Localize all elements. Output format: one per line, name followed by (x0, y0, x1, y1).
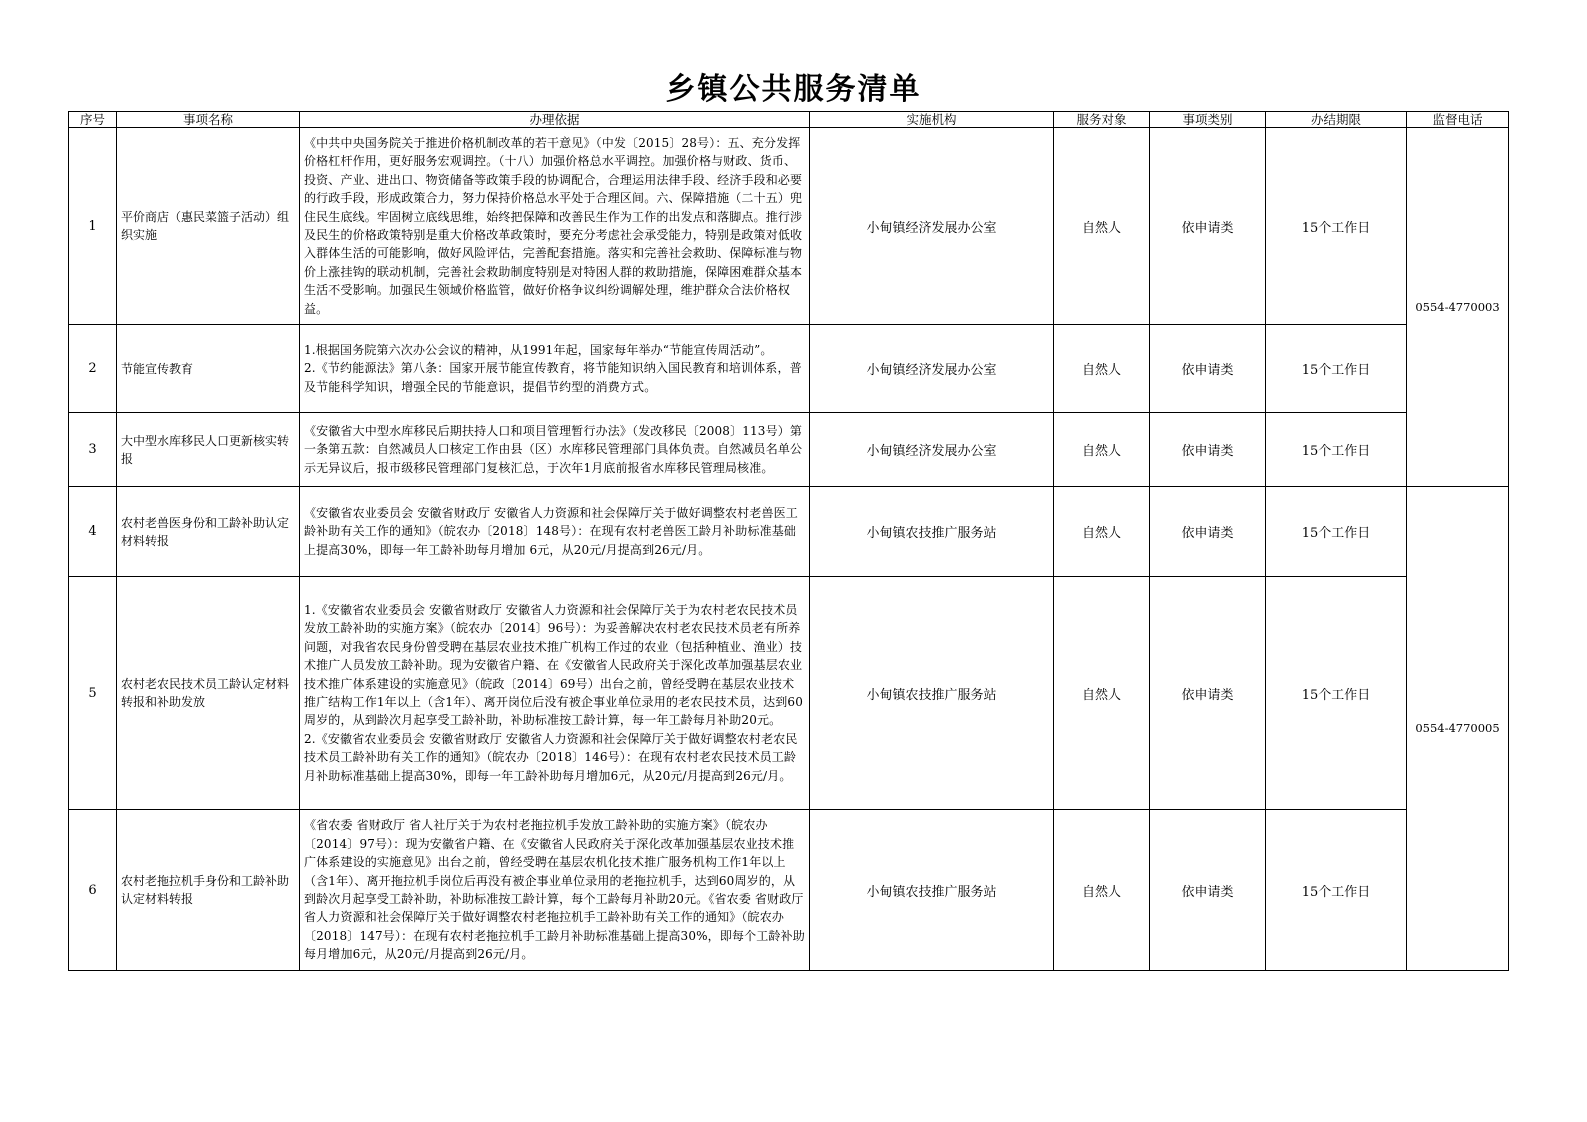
row-deadline: 15个工作日 (1266, 413, 1407, 487)
row-agency: 小甸镇农技推广服务站 (810, 810, 1054, 971)
row-deadline: 15个工作日 (1266, 325, 1407, 413)
row-agency: 小甸镇农技推广服务站 (810, 577, 1054, 810)
row-basis (300, 128, 810, 325)
row-basis-text: 《安徽省农业委员会 安徽省财政厅 安徽省人力资源和社会保障厅关于做好调整农村老兽医工龄补助有关工作的通知》（皖农办〔2018〕148号）：在现有农村老兽医工龄月补助标准基础上提高30%，即每一年工龄补助每月增加 6元，从20元/月提高到26元/月。 (304, 505, 798, 557)
row-basis (300, 325, 810, 413)
row-basis (300, 577, 810, 810)
row-target: 自然人 (1054, 810, 1150, 971)
row-agency: 小甸镇农技推广服务站 (810, 487, 1054, 577)
row-basis (300, 487, 810, 577)
row-no: 3 (69, 413, 117, 487)
service-list-table (68, 111, 1509, 971)
row-name: 平价商店（惠民菜篮子活动）组织实施 (117, 128, 300, 325)
row-deadline: 15个工作日 (1266, 810, 1407, 971)
row-category: 依申请类 (1150, 810, 1266, 971)
table-row (69, 325, 1509, 413)
row-agency: 小甸镇经济发展办公室 (810, 128, 1054, 325)
row-name: 农村老农民技术员工龄认定材料转报和补助发放 (117, 577, 300, 810)
header-deadline: 办结期限 (1266, 112, 1407, 128)
header-agency: 实施机构 (810, 112, 1054, 128)
header-target: 服务对象 (1054, 112, 1150, 128)
row-basis-text: 《中共中央国务院关于推进价格机制改革的若干意见》（中发〔2015〕28号）：五、充分发挥价格杠杆作用，更好服务宏观调控。（十八）加强价格总水平调控。加强价格与财政、货币、投资、产业、进出口、物资储备等政策手段的协调配合，合理运用法律手段、经济手段和必要的行政手段，形成政策合力，努力保持价格总水平处于合理区间。六、保障措施（二十五）兜住民生底线。牢固树立底线思维，始终把保障和改善民生作为工作的出发点和落脚点。推行涉及民生的价格政策特别是重大价格改革政策时，要充分考虑社会承受能力，特别是政策对低收入群体生活的可能影响，做好风险评估，完善配套措施。落实和完善社会救助、保障标准与物价上涨挂钩的联动机制，完善社会救助制度特别是对特困人群的救助措施，保障困难群众基本生活不受影响。加强民生领域价格监管，做好价格争议纠纷调解处理，维护群众合法价格权益。 (304, 135, 803, 316)
row-target: 自然人 (1054, 128, 1150, 325)
row-name: 农村老兽医身份和工龄补助认定材料转报 (117, 487, 300, 577)
row-no: 2 (69, 325, 117, 413)
page-title: 乡镇公共服务清单 (665, 72, 922, 107)
supervision-phone-1: 0554-4770003 (1407, 128, 1509, 487)
row-target: 自然人 (1054, 487, 1150, 577)
row-target: 自然人 (1054, 413, 1150, 487)
row-name: 大中型水库移民人口更新核实转报 (117, 413, 300, 487)
row-deadline: 15个工作日 (1266, 577, 1407, 810)
table-row (69, 413, 1509, 487)
row-name: 节能宣传教育 (117, 325, 300, 413)
row-name: 农村老拖拉机手身份和工龄补助认定材料转报 (117, 810, 300, 971)
row-target: 自然人 (1054, 577, 1150, 810)
table-header-row (69, 112, 1509, 128)
row-basis (300, 810, 810, 971)
row-basis-text: 1.根据国务院第六次办公会议的精神，从1991年起，国家每年举办“节能宣传周活动”。 2.《节约能源法》第八条：国家开展节能宣传教育，将节能知识纳入国民教育和培训体系，普及节能科学知识，增强全民的节能意识，提倡节约型的消费方式。 (304, 342, 802, 394)
header-basis: 办理依据 (300, 112, 810, 128)
row-deadline: 15个工作日 (1266, 128, 1407, 325)
table-row (69, 128, 1509, 325)
row-no: 6 (69, 810, 117, 971)
row-deadline: 15个工作日 (1266, 487, 1407, 577)
row-basis-text: 《安徽省大中型水库移民后期扶持人口和项目管理暂行办法》（发改移民〔2008〕113号）第一条第五款：自然减员人口核定工作由县（区）水库移民管理部门具体负责。自然减员名单公示无异议后，报市级移民管理部门复核汇总，于次年1月底前报省水库移民管理局核准。 (304, 423, 803, 475)
row-target: 自然人 (1054, 325, 1150, 413)
table-row (69, 487, 1509, 577)
row-basis-text: 1.《安徽省农业委员会 安徽省财政厅 安徽省人力资源和社会保障厅关于为农村老农民技术员发放工龄补助的实施方案》（皖农办〔2014〕96号）：为妥善解决农村老农民技术员老有所养问题，对我省农民身份曾受聘在基层农业技术推广机构工作过的农业（包括种植业、渔业）技术推广人员发放工龄补助。现为安徽省户籍、在《安徽省人民政府关于深化改革加强基层农业技术推广体系建设的实施意见》（皖政〔2014〕69号）出台之前，曾经受聘在基层农业技术推广结构工作1年以上（含1年）、离开岗位后没有被企事业单位录用的老农民技术员，达到60周岁的，从到龄次月起享受工龄补助，补助标准按工龄计算，每一年工龄每月补助20元。 2.《安徽省农业委员会 安徽省财政厅 安徽省人力资源和社会保障厅关于做好调整农村老农民技术员工龄补助有关工作的通知》（皖农办〔2018〕146号）：在现有农村老农民技术员工龄月补助标准基础上提高30%，即每一年工龄补助每月增加6元，从20元/月提高到26元/月。 (304, 602, 803, 783)
header-category: 事项类别 (1150, 112, 1266, 128)
row-no: 5 (69, 577, 117, 810)
row-category: 依申请类 (1150, 577, 1266, 810)
header-name: 事项名称 (117, 112, 300, 128)
row-basis (300, 413, 810, 487)
row-category: 依申请类 (1150, 128, 1266, 325)
row-category: 依申请类 (1150, 487, 1266, 577)
table-row (69, 577, 1509, 810)
row-category: 依申请类 (1150, 413, 1266, 487)
row-basis-text: 《省农委 省财政厅 省人社厅关于为农村老拖拉机手发放工龄补助的实施方案》（皖农办〔2014〕97号）：现为安徽省户籍、在《安徽省人民政府关于深化改革加强基层农业技术推广体系建设的实施意见》出台之前，曾经受聘在基层农机化技术推广服务机构工作1年以上（含1年）、离开拖拉机手岗位后再没有被企事业单位录用的老拖拉机手，达到60周岁的，从到龄次月起享受工龄补助，补助标准按工龄计算，每个工龄每月补助20元。《省农委 省财政厅 省人力资源和社会保障厅关于做好调整农村老拖拉机手工龄补助有关工作的通知》（皖农办〔2018〕147号）：在现有农村老拖拉机手工龄月补助标准基础上提高30%，即每个工龄补助每月增加6元，从20元/月提高到26元/月。 (304, 818, 805, 962)
header-phone: 监督电话 (1407, 112, 1509, 128)
row-agency: 小甸镇经济发展办公室 (810, 325, 1054, 413)
row-no: 1 (69, 128, 117, 325)
row-no: 4 (69, 487, 117, 577)
supervision-phone-2: 0554-4770005 (1407, 487, 1509, 971)
row-agency: 小甸镇经济发展办公室 (810, 413, 1054, 487)
header-no: 序号 (69, 112, 117, 128)
row-category: 依申请类 (1150, 325, 1266, 413)
table-row (69, 810, 1509, 971)
